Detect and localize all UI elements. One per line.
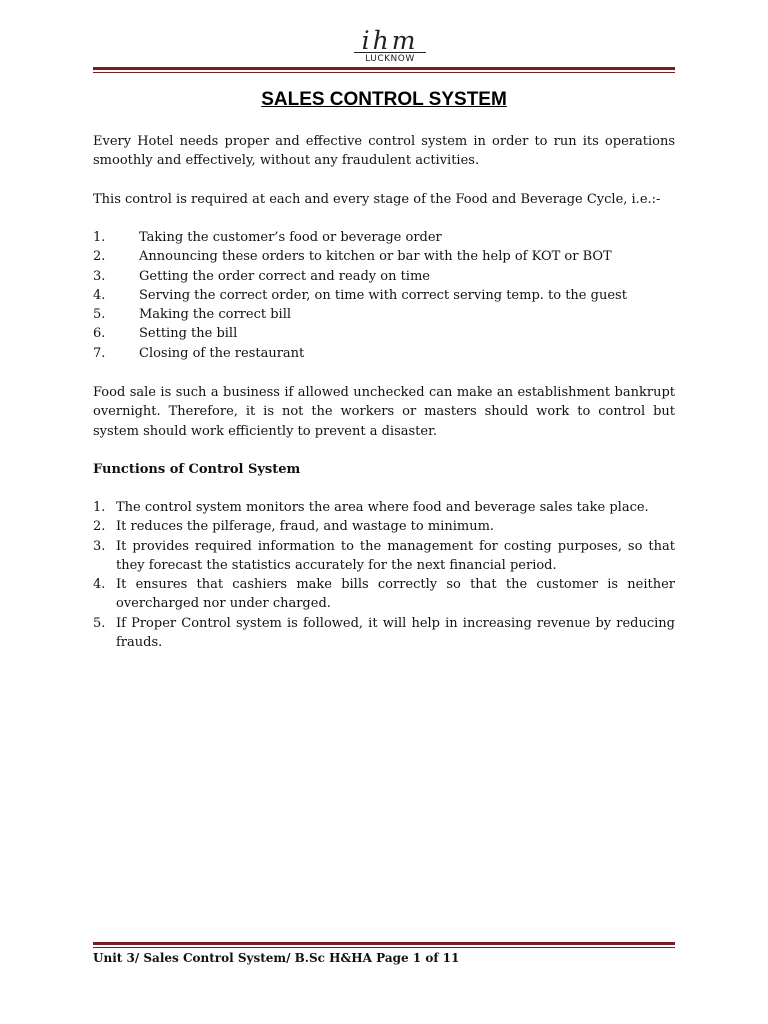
list-text: Announcing these orders to kitchen or bar with the help of KOT or BOT (139, 249, 612, 265)
list-text: Making the correct bill (139, 307, 292, 323)
list-number: 5. (93, 307, 106, 323)
list-number: 2. (93, 519, 106, 535)
footer-rule-thick (93, 942, 675, 945)
list-text: If Proper Control system is followed, it will help in increasing revenue by reducing frauds. (116, 615, 675, 651)
list-item (93, 228, 675, 247)
cycle-lead-paragraph: This control is required at each and every stage of the Food and Beverage Cycle, i.e.:- (93, 192, 661, 207)
list-item (93, 305, 675, 324)
list-text: It ensures that cashiers make bills correctly so that the customer is neither overcharged nor under charged. (116, 577, 675, 612)
cycle-steps-list (93, 228, 675, 363)
intro-paragraph: Every Hotel needs proper and effective control system in order to run its operations smoothly and effectively, without any fraudulent activities. (93, 134, 675, 169)
list-number: 4. (93, 287, 106, 303)
list-text: The control system monitors the area where food and beverage sales take place. (116, 500, 649, 515)
list-item (93, 517, 675, 536)
page-title: SALES CONTROL SYSTEM (261, 89, 507, 110)
list-item (93, 286, 675, 305)
list-number: 1. (93, 500, 106, 515)
functions-heading: Functions of Control System (93, 462, 301, 477)
list-item (93, 575, 675, 614)
list-item (93, 247, 675, 266)
list-number: 4. (93, 577, 106, 593)
list-item (93, 537, 675, 576)
list-item (93, 614, 675, 653)
list-item (93, 324, 675, 343)
functions-list (93, 498, 675, 652)
business-paragraph: Food sale is such a business if allowed unchecked can make an establishment bankrupt overnight. Therefore, it is not the workers or masters should work to control but system should work efficiently to prevent a disaster. (93, 385, 675, 439)
header-rule-thick (93, 67, 675, 70)
list-number: 2. (93, 249, 106, 265)
list-number: 5. (93, 615, 106, 631)
footer-rule-thin (93, 947, 675, 948)
list-item (93, 344, 675, 363)
list-text: Setting the bill (139, 326, 238, 342)
list-text: Taking the customer’s food or beverage order (139, 230, 442, 245)
list-item (93, 267, 675, 286)
page-footer: Unit 3/ Sales Control System/ B.Sc H&HA Page 1 of 11 (93, 951, 460, 965)
list-number: 7. (93, 345, 106, 361)
list-text: It provides required information to the management for costing purposes, so that they forecast the statistics accurately for the next financial period. (116, 538, 675, 573)
list-number: 6. (93, 326, 106, 342)
logo-mark: ihm (361, 26, 419, 55)
header-rule-thin (93, 72, 675, 73)
list-number: 3. (93, 268, 106, 284)
list-text: Getting the order correct and ready on time (139, 268, 430, 284)
list-number: 1. (93, 230, 106, 245)
list-number: 3. (93, 538, 106, 554)
list-text: It reduces the pilferage, fraud, and wastage to minimum. (116, 519, 495, 535)
list-text: Closing of the restaurant (139, 345, 305, 361)
list-text: Serving the correct order, on time with correct serving temp. to the guest (139, 287, 627, 303)
logo-subtitle: LUCKNOW (354, 52, 426, 65)
list-item (93, 498, 675, 517)
ihm-logo (354, 28, 426, 68)
